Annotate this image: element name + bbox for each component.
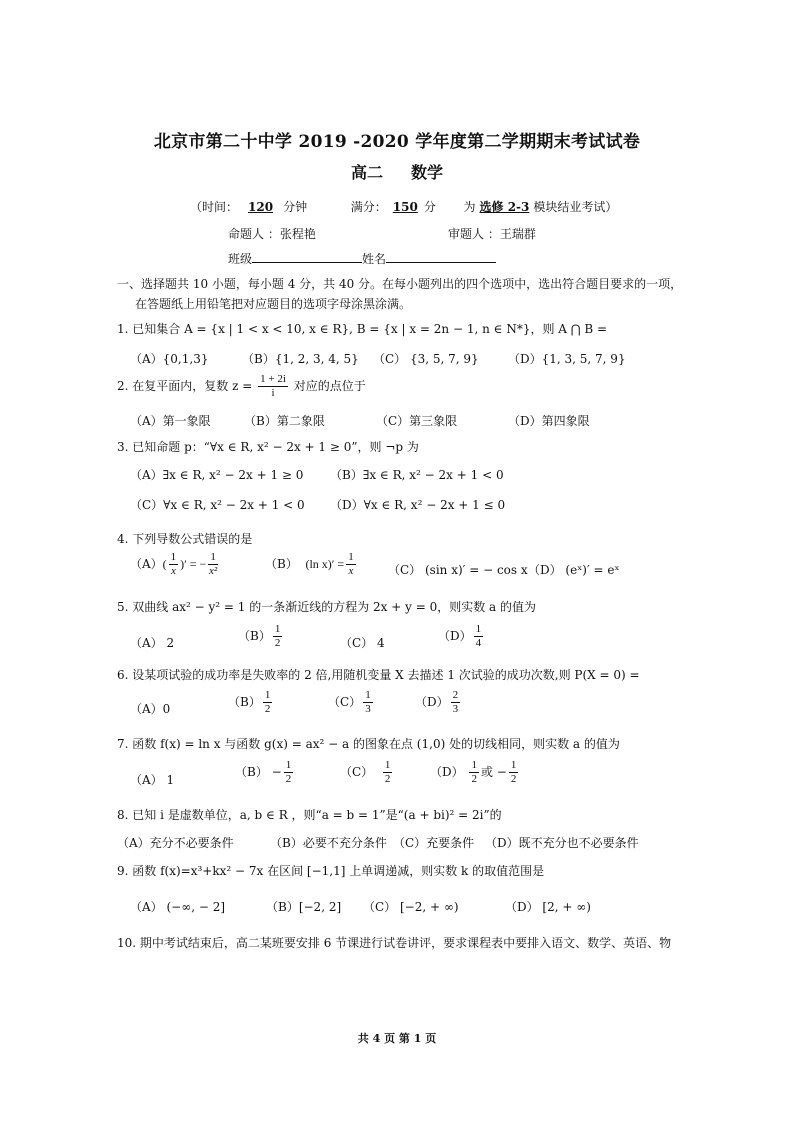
time-value: 120 [248,200,274,214]
q9-option-c: （C） [−2, + ∞) [363,900,459,914]
q6-option-c: （C） $\frac{1}{3}$ [328,689,371,715]
q8-stem: 8. 已知 i 是虚数单位，a, b ∈ R ，则“a = b = 1”是“(a + bi)² = 2i”的 [117,808,502,822]
q9-option-a: （A） (−∞, − 2] [130,900,226,914]
q2-option-a: （A）第一象限 [130,414,211,428]
q3-stem: 3. 已知命题 p：“∀x ∈ R, x² − 2x + 1 ≥ 0”，则 ¬p 为 [117,440,419,454]
class-blank [252,250,362,263]
q9-option-b: （B）[−2, 2] [266,900,342,914]
q6-option-a: （A）0 [130,702,171,716]
q7-option-d: （D） $\frac{1}{2}$ 或 − $\frac{1}{2}$ [430,759,517,785]
q9-stem: 9. 函数 f(x)=x³+kx² − 7x 在区间 [−1,1] 上单调递减，则实数 k 的取值范围是 [117,864,545,878]
q5-option-d: （D） $\frac{1}{4}$ [438,623,482,649]
exam-info-line: （时间： 120 分钟 满分： 150 分 为 选修 2-3 模块结业考试） [190,200,618,214]
q2-fraction: $\frac{1 + 2i}{i}$ [260,373,286,399]
q6-stem: 6. 设某项试验的成功率是失败率的 2 倍,用随机变量 X 去描述 1 次试验的成功次数,则 P(X = 0) = [117,668,640,682]
name-blank [386,250,496,263]
q7-option-a: （A） 1 [130,773,175,787]
q5-option-c: （C） 4 [340,636,385,650]
q4-stem: 4. 下列导数公式错误的是 [117,532,253,546]
q1-stem: 1. 已知集合 A = {x | 1 < x < 10, x ∈ R}, B = {x | x = 2n − 1, n ∈ N*}，则 A ⋂ B = [117,322,608,336]
q8-option-a: （A）充分不必要条件 [117,836,234,850]
q2-option-c: （C）第三象限 [376,414,458,428]
q4-option-c: （C） (sin x)′ = − cos x [388,563,528,577]
q7-option-b: （B） − $\frac{1}{2}$ [235,759,292,785]
q6-option-b: （B） $\frac{1}{2}$ [228,689,271,715]
q5-option-a: （A） 2 [130,636,175,650]
q1-option-b: （B）{1, 2, 3, 4, 5} [242,352,359,366]
q4-option-a: （A）( $\frac{1}{x}$ )′ = − $\frac{1}{\text{x²}}$ [130,551,218,577]
q3-option-a: （A）∃x ∈ R, x² − 2x + 1 ≥ 0 [130,468,304,482]
q2-option-b: （B）第二象限 [244,414,325,428]
page-footer: 共 4 页 第 1 页 [357,1032,437,1045]
exam-title: 北京市第二十中学 2019 -2020 学年度第二学期期末考试试卷 [153,132,641,152]
q8-option-c: （C）充要条件 [393,836,475,850]
q7-stem: 7. 函数 f(x) = ln x 与函数 g(x) = ax² − a 的图象在点 (1,0) 处的切线相同，则实数 a 的值为 [117,737,620,751]
q2-option-d: （D）第四象限 [508,414,590,428]
q3-option-d: （D）∀x ∈ R, x² − 2x + 1 ≤ 0 [330,498,506,512]
q1-option-a: （A）{0,1,3} [130,352,209,366]
q5-stem: 5. 双曲线 ax² − y² = 1 的一条渐近线的方程为 2x + y = 0，则实数 a 的值为 [117,600,536,614]
setter-label: 命题人 ：张程艳 [228,227,316,241]
q6-option-d: （D） $\frac{2}{3}$ [415,689,459,715]
exam-subtitle [0,160,794,183]
q1-option-d: （D）{1, 3, 5, 7, 9} [508,352,626,366]
q3-option-c: （C）∀x ∈ R, x² − 2x + 1 < 0 [130,498,305,512]
class-name-line: 班级 姓名 [228,250,496,267]
q2-stem: 2. 在复平面内，复数 z = $\frac{1 + 2i}{i}$ 对应的点位于 [117,373,366,399]
q1-option-c: （C） {3, 5, 7, 9} [373,352,479,366]
q10-stem: 10. 期中考试结束后，高二某班要安排 6 节课进行试卷讲评，要求课程表中要排入语文、数学、英语、物 [117,936,672,950]
section-instruction-line1: 一、选择题共 10 小题，每小题 4 分，共 40 分。在每小题列出的四个选项中，选出符合题目要求的一项， [117,277,683,291]
q4-option-d: （D） (eˣ)′ = eˣ [528,563,620,577]
q5-option-b: （B） $\frac{1}{2}$ [238,623,281,649]
q9-option-d: （D） [2, + ∞) [505,900,591,914]
q3-option-b: （B）∃x ∈ R, x² − 2x + 1 < 0 [330,468,504,482]
score-value: 150 [392,200,418,214]
grade-label: 高二 [350,163,383,182]
reviewer-label: 审题人 ：王瑞群 [448,227,536,241]
q7-option-c: （C） $\frac{1}{2}$ [340,759,391,785]
q8-option-d: （D）既不充分也不必要条件 [485,836,639,850]
module-value: 选修 2-3 [479,200,530,214]
section-instruction-line2: 在答题纸上用铅笔把对应题目的选项字母涂黑涂满。 [135,297,412,311]
subject-label: 数学 [411,163,444,182]
q4-option-b: （B） (ln x)′ = $\frac{1}{x}$ [265,551,354,577]
q8-option-b: （B）必要不充分条件 [270,836,387,850]
